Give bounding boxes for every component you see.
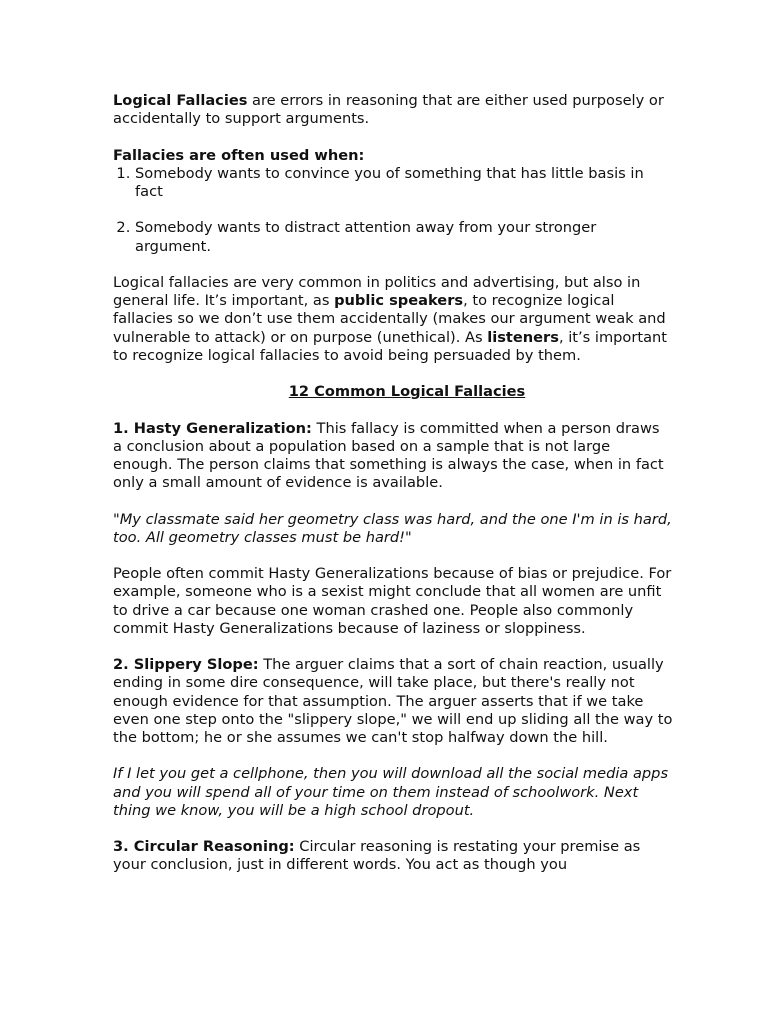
list-item: 1. Somebody wants to convince you of something that has little basis in fact bbox=[135, 165, 673, 201]
fallacy-1-note: People often commit Hasty Generalizations because of bias or prejudice. For example, someone who is a sexist might conclude that all women are unfit to drive a car because one woman crashed one. People also commonly commit Hasty Generalizations because of laziness or sloppiness. bbox=[113, 565, 672, 637]
used-when-heading: Fallacies are often used when: bbox=[113, 146, 365, 164]
public-speakers-bold: public speakers bbox=[334, 292, 464, 310]
intro-term: Logical Fallacies bbox=[113, 92, 248, 109]
section-title: 12 Common Logical Fallacies bbox=[288, 383, 526, 401]
fallacy-2-definition: 2. Slippery Slope: The arguer claims that a sort of chain reaction, usually ending in some dire consequence, will take place, but there's really not enough evidence for that assumption. The arguer asserts that if we take even one step onto the "slippery slope," we will end up sliding all the way to the bottom; he or she assumes we can't stop halfway down the hill. bbox=[113, 656, 673, 746]
fallacy-3-definition: 3. Circular Reasoning: Circular reasoning is restating your premise as your conclusion, just in different words. You act as though you bbox=[113, 838, 641, 874]
listeners-bold: listeners bbox=[487, 328, 559, 346]
document-page bbox=[113, 92, 673, 893]
fallacy-1-example: "My classmate said her geometry class was hard, and the one I'm in is hard, too. All geometry classes must be hard!" bbox=[113, 510, 672, 546]
fallacy-2-example: If I let you get a cellphone, then you will download all the social media apps and you will spend all of your time on them instead of schoolwork. Next thing we know, you will be a high school dropout. bbox=[113, 765, 669, 819]
fallacy-2-label: 2. Slippery Slope: bbox=[113, 656, 259, 674]
intro-paragraph bbox=[113, 92, 673, 128]
fallacy-1-label: 1. Hasty Generalization: bbox=[113, 419, 312, 437]
common-paragraph: Logical fallacies are very common in politics and advertising, but also in general life. It’s important, as public speakers, to recognize logical fallacies so we don’t use them accidentally (makes our argument weak and vulnerable to attack) or on purpose (unethical). As listeners, it’s important to recognize logical fallacies to avoid being persuaded by them. bbox=[113, 273, 667, 364]
fallacy-3-label: 3. Circular Reasoning: bbox=[113, 838, 295, 856]
used-when-list bbox=[113, 165, 673, 256]
intro-text: are errors in reasoning that are either used purposely or accidentally to support arguments. bbox=[113, 92, 664, 128]
list-item: 2. Somebody wants to distract attention away from your stronger argument. bbox=[135, 219, 673, 255]
fallacy-1-definition: 1. Hasty Generalization: This fallacy is committed when a person draws a conclusion about a population based on a sample that is not large enough. The person claims that something is always the case, when in fact only a small amount of evidence is available. bbox=[113, 419, 664, 492]
